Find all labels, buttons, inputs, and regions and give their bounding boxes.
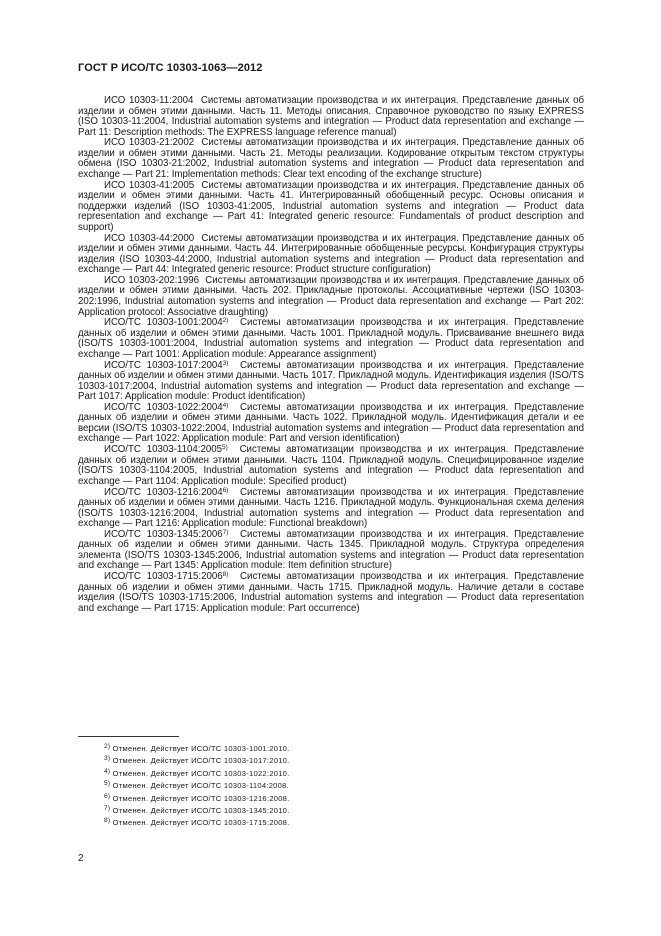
footnote-mark: 7) — [222, 528, 229, 536]
footnote-mark: 5) — [222, 444, 228, 452]
footnote-mark: 2) — [222, 317, 229, 325]
footnote-number: 5) — [104, 780, 111, 788]
reference-item — [78, 445, 584, 487]
reference-text: Системы автоматизации производства и их интеграция. Представление данных об изделии и обмен этими данными. Часть 1104. Прикладной модуль. Специфицированное изделие (ISO/TS 10303-1104:2005, Industrial automation systems and integration — Product data representation and exchange — Part 1104: Application module: Specified product) — [78, 444, 584, 487]
footnote-number: 3) — [104, 755, 111, 763]
footnote — [104, 805, 290, 817]
reference-text: Системы автоматизации производства и их интеграция. Представление данных об изделии и обмен этими данными. Часть 1017. Прикладной модуль. Идентификация изделия (ISO/TS 10303-1017:2004, Industrial automation systems and integration — Product data representation and exchange — Part 1017: Application module: Product identification) — [78, 359, 584, 403]
footnote-number: 7) — [104, 805, 111, 813]
reference-item — [78, 530, 584, 572]
reference-item — [78, 403, 584, 445]
footnote-text: Отменен. Действует ИСО/ТС 10303-1022:2010. — [112, 768, 290, 778]
footnote — [104, 780, 290, 792]
footnote-mark: 4) — [222, 401, 229, 409]
reference-code: ИСО/ТС 10303-1001:2004 — [104, 317, 223, 329]
footnote-mark: 3) — [222, 359, 229, 367]
reference-text: Системы автоматизации производства и их интеграция. Представление данных об изделии и обмен этими данными. Часть 1216. Прикладной модуль. Функциональная схема деления (ISO/TS 10303-1216:2004, Industrial automation systems and integration — Product data representation and exchange — Part 1216: Application module: Functional breakdown) — [78, 486, 584, 530]
footnote — [104, 817, 290, 829]
reference-code: ИСО/ТС 10303-1022:2004 — [104, 401, 223, 413]
reference-item — [78, 318, 584, 360]
footnote-mark: 6) — [222, 486, 229, 494]
footnote-number: 2) — [104, 743, 111, 750]
document-header: ГОСТ Р ИСО/ТС 10303-1063—2012 — [78, 62, 263, 74]
footnote-text: Отменен. Действует ИСО/ТС 10303-1216:2008. — [112, 793, 290, 803]
footnote-text: Отменен. Действует ИСО/ТС 10303-1017:2010. — [112, 756, 290, 766]
footnote — [104, 793, 290, 805]
reference-code: ИСО/ТС 10303-1345:2006 — [104, 528, 223, 540]
footnote-text: Отменен. Действует ИСО/ТС 10303-1345:2010. — [112, 806, 290, 816]
footnote-text: Отменен. Действует ИСО/ТС 10303-1104:2008. — [112, 781, 289, 791]
reference-text: Системы автоматизации производства и их интеграция. Представление данных об изделии и обмен этими данными. Часть 41. Интегрированный обобщенный ресурс. Основы описания и поддержки изделий (ISO 10303-41:2005, Industrial automation systems and integration — Product data representation and exchange — Part 41: Integrated generic resource: Fundamentals of product description and support) — [78, 179, 585, 233]
reference-text: Системы автоматизации производства и их интеграция. Представление данных об изделии и обмен этими данными. Часть 1001. Прикладной модуль. Присваивание внешнего вида (ISO/TS 10303-1001:2004, Industrial automation systems and integration — Product data representation and exchange — Part 1001: Application module: Appearance assignment) — [78, 317, 584, 360]
footnote — [104, 755, 290, 767]
reference-code: ИСО 10303-41:2005 — [104, 179, 195, 191]
footnotes — [104, 743, 290, 830]
reference-item — [78, 234, 584, 276]
reference-code: ИСО 10303-202:1996 — [104, 274, 199, 286]
footnote-separator — [78, 736, 179, 737]
reference-code: ИСО 10303-44:2000 — [104, 232, 195, 244]
reference-code: ИСО/ТС 10303-1017:2004 — [104, 359, 223, 371]
reference-item — [78, 361, 584, 403]
footnote — [104, 768, 290, 780]
footnote — [104, 743, 290, 755]
normative-references — [78, 96, 584, 614]
reference-code: ИСО/ТС 10303-1715:2006 — [104, 571, 223, 583]
reference-code: ИСО/ТС 10303-1104:2005 — [104, 444, 223, 456]
reference-item — [78, 138, 584, 180]
page-number: 2 — [78, 853, 84, 864]
reference-text: Системы автоматизации производства и их интеграция. Представление данных об изделии и обмен этими данными. Часть 202. Прикладные протоколы. Ассоциативные чертежи (ISO 10303-202:1996, Industrial automation systems and integration — Product data representation and exchange — Part 202: Application protocol: Associative draughting) — [78, 274, 585, 318]
reference-text: Системы автоматизации производства и их интеграция. Представление данных об изделии и обмен этими данными. Часть 1022. Прикладной модуль. Идентификация детали и ее версии (ISO/TS 10303-1022:2004, Industrial automation systems and integration — Product data representation and exchange — Part 1022: Application module: Part and version identification) — [78, 401, 584, 445]
reference-item — [78, 96, 584, 138]
reference-code: ИСО/ТС 10303-1216:2004 — [104, 486, 223, 498]
reference-text: Системы автоматизации производства и их интеграция. Представление данных об изделии и обмен этими данными. Часть 1715. Прикладной модуль. Наличие детали в составе изделия (ISO/TS 10303-1715:2006, Industrial automation systems and integration — Product data representation and exchange — Part 1715: Application module: Part occurrence) — [78, 571, 584, 614]
reference-text: Системы автоматизации производства и их интеграция. Представление данных об изделии и обмен этими данными. Часть 21. Методы реализации. Кодирование открытым текстом структуры обмена (ISO 10303-21:2002, Industrial automation systems and integration — Product data representation and exchange — Part 21: Implementation methods: Clear text encoding of the exchange structure) — [78, 137, 585, 180]
footnote-number: 8) — [104, 817, 111, 825]
footnote-mark: 8) — [222, 571, 229, 579]
reference-code: ИСО 10303-11:2004 — [104, 95, 194, 106]
footnote-text: Отменен. Действует ИСО/ТС 10303-1001:2010. — [112, 744, 290, 753]
footnote-text: Отменен. Действует ИСО/ТС 10303-1715:2008. — [112, 818, 290, 828]
reference-item — [78, 488, 584, 530]
reference-item — [78, 181, 584, 234]
reference-code: ИСО 10303-21:2002 — [104, 137, 195, 149]
reference-item — [78, 572, 584, 614]
footnote-number: 6) — [104, 792, 111, 800]
reference-text: Системы автоматизации производства и их интеграция. Представление данных об изделии и обмен этими данными. Часть 1345. Прикладной модуль. Структура определения элемента (ISO/TS 10303-1345:2006, Industrial automation systems and integration — Product data representation and exchange — Part 1345: Application module: Item definition structure) — [78, 528, 584, 572]
reference-item — [78, 276, 584, 318]
reference-text: Системы автоматизации производства и их интеграция. Представление данных об изделии и обмен этими данными. Часть 11. Методы описания. Справочное руководство по языку EXPRESS (ISO 10303-11:2004, Industrial automation systems and integration — Product data representation and exchange — Part 11: Description methods: The EXPRESS language reference manual) — [78, 95, 584, 138]
reference-text: Системы автоматизации производства и их интеграция. Представление данных об изделии и обмен этими данными. Часть 44. Интегрированные обобщенные ресурсы. Конфигурация структуры изделия (ISO 10303-44:2000, Industrial automation systems and integration — Product data representation and exchange — Part 44: Integrated generic resource: Product structure configuration) — [78, 232, 585, 276]
footnote-number: 4) — [104, 767, 111, 775]
